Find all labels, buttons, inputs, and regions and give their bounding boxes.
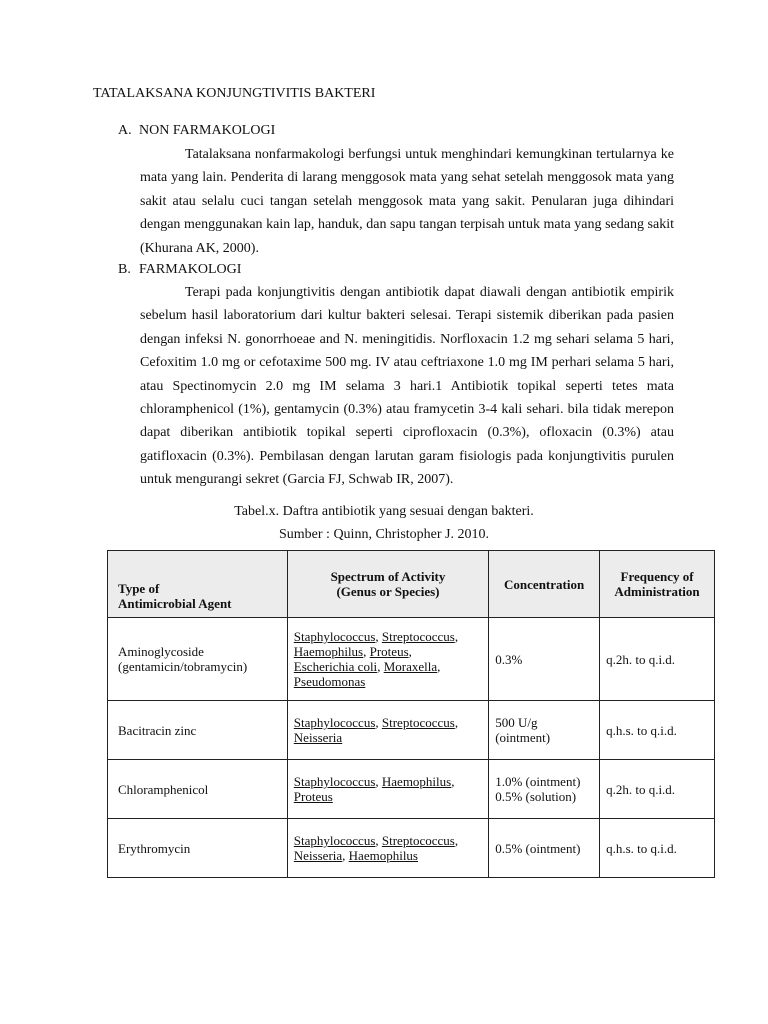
table-caption: Tabel.x. Daftra antibiotik yang sesuai dengan bakteri. xyxy=(234,504,534,519)
agent-cell: Aminoglycoside (gentamicin/tobramycin) xyxy=(108,618,288,701)
frequency-cell: q.h.s. to q.i.d. xyxy=(600,819,715,878)
organism: Staphylococcus xyxy=(293,715,376,730)
agent-cell: Chloramphenicol xyxy=(108,760,288,819)
organism: Proteus xyxy=(369,644,409,659)
organism: Moraxella xyxy=(383,659,438,674)
spectrum-cell: Staphylococcus, Haemophilus, Proteus xyxy=(287,760,488,819)
concentration-cell: 500 U/g (ointment) xyxy=(489,701,600,760)
agent-cell: Erythromycin xyxy=(108,819,288,878)
table-row xyxy=(108,701,715,760)
organism: Staphylococcus xyxy=(293,629,376,644)
frequency-cell: q.h.s. to q.i.d. xyxy=(600,701,715,760)
frequency-cell: q.2h. to q.i.d. xyxy=(600,618,715,701)
organism: Haemophilus xyxy=(348,848,418,863)
section-a-marker: A. xyxy=(118,123,132,138)
concentration-cell: 1.0% (ointment) 0.5% (solution) xyxy=(489,760,600,819)
antibiotic-table xyxy=(107,550,715,878)
organism: Neisseria xyxy=(293,848,343,863)
organism: Streptococcus xyxy=(381,629,455,644)
table-source: Sumber : Quinn, Christopher J. 2010. xyxy=(279,527,489,542)
header-concentration: Concentration xyxy=(489,551,600,618)
section-a-paragraph: Tatalaksana nonfarmakologi berfungsi untuk menghindari kemungkinan tertularnya ke mata yang lain. Penderita di larang menggosok mata yang sehat setelah menggosok mata yang sakit atau selalu cuci tangan setelah menggosok mata yang sakit. Penularan juga dihindari dengan menggunakan kain lap, handuk, dan sapu tangan terpisah untuk mata yang sedang sakit (Khurana AK, 2000). xyxy=(140,147,674,256)
organism: Escherichia coli xyxy=(293,659,378,674)
section-b-heading xyxy=(118,262,241,278)
section-a-heading xyxy=(118,123,275,139)
concentration-cell: 0.3% xyxy=(489,618,600,701)
organism: Streptococcus xyxy=(381,715,455,730)
table-header-row xyxy=(108,551,715,618)
table-row xyxy=(108,819,715,878)
section-b-marker: B. xyxy=(118,262,131,277)
table-row xyxy=(108,760,715,819)
section-a-title: NON FARMAKOLOGI xyxy=(139,123,276,138)
spectrum-cell: Staphylococcus, Streptococcus, Neisseria, Haemophilus xyxy=(287,819,488,878)
frequency-cell: q.2h. to q.i.d. xyxy=(600,760,715,819)
organism: Haemophilus xyxy=(381,774,452,789)
section-b-paragraph: Terapi pada konjungtivitis dengan antibiotik dapat diawali dengan antibiotik empirik sebelum hasil laboratorium dari kultur bakteri selesai. Terapi sistemik diberikan pada pasien dengan infeksi N. gonorrhoeae and N. meningitidis. Norfloxacin 1.2 mg sehari selama 5 hari, Cefoxitim 1.0 mg or cefotaxime 500 mg. IV atau ceftriaxone 1.0 mg IM perhari selama 5 hari, atau Spectinomycin 2.0 mg IM selama 3 hari.1 Antibiotik topikal seperti tetes mata chloramphenicol (1%), gentamycin (0.3%) atau framycetin 3-4 kali sehari. bila tidak merepon dapat diberikan antibiotik topikal seperti ciprofloxacin (0.3%), ofloxacin (0.3%) atau gatifloxacin (0.3%). Pembilasan dengan larutan garam fisiologis pada konjungtivitis purulen untuk mengurangi sekret (Garcia FJ, Schwab IR, 2007). xyxy=(140,285,674,488)
organism: Staphylococcus xyxy=(293,833,376,848)
organism: Neisseria xyxy=(293,730,343,745)
header-frequency: Frequency of Administration xyxy=(600,551,715,618)
document-title: TATALAKSANA KONJUNGTIVITIS BAKTERI xyxy=(93,86,376,101)
organism: Haemophilus xyxy=(293,644,364,659)
spectrum-cell: Staphylococcus, Streptococcus, Haemophilus, Proteus, Escherichia coli, Moraxella, Pseudomonas xyxy=(287,618,488,701)
organism: Streptococcus xyxy=(381,833,455,848)
organism: Staphylococcus xyxy=(293,774,376,789)
organism: Proteus xyxy=(293,789,333,804)
organism: Pseudomonas xyxy=(293,674,366,689)
header-spectrum: Spectrum of Activity (Genus or Species) xyxy=(287,551,488,618)
table-row xyxy=(108,618,715,701)
agent-cell: Bacitracin zinc xyxy=(108,701,288,760)
concentration-cell: 0.5% (ointment) xyxy=(489,819,600,878)
header-agent: Type of Antimicrobial Agent xyxy=(108,551,288,618)
section-b-title: FARMAKOLOGI xyxy=(139,262,242,277)
spectrum-cell: Staphylococcus, Streptococcus, Neisseria xyxy=(287,701,488,760)
